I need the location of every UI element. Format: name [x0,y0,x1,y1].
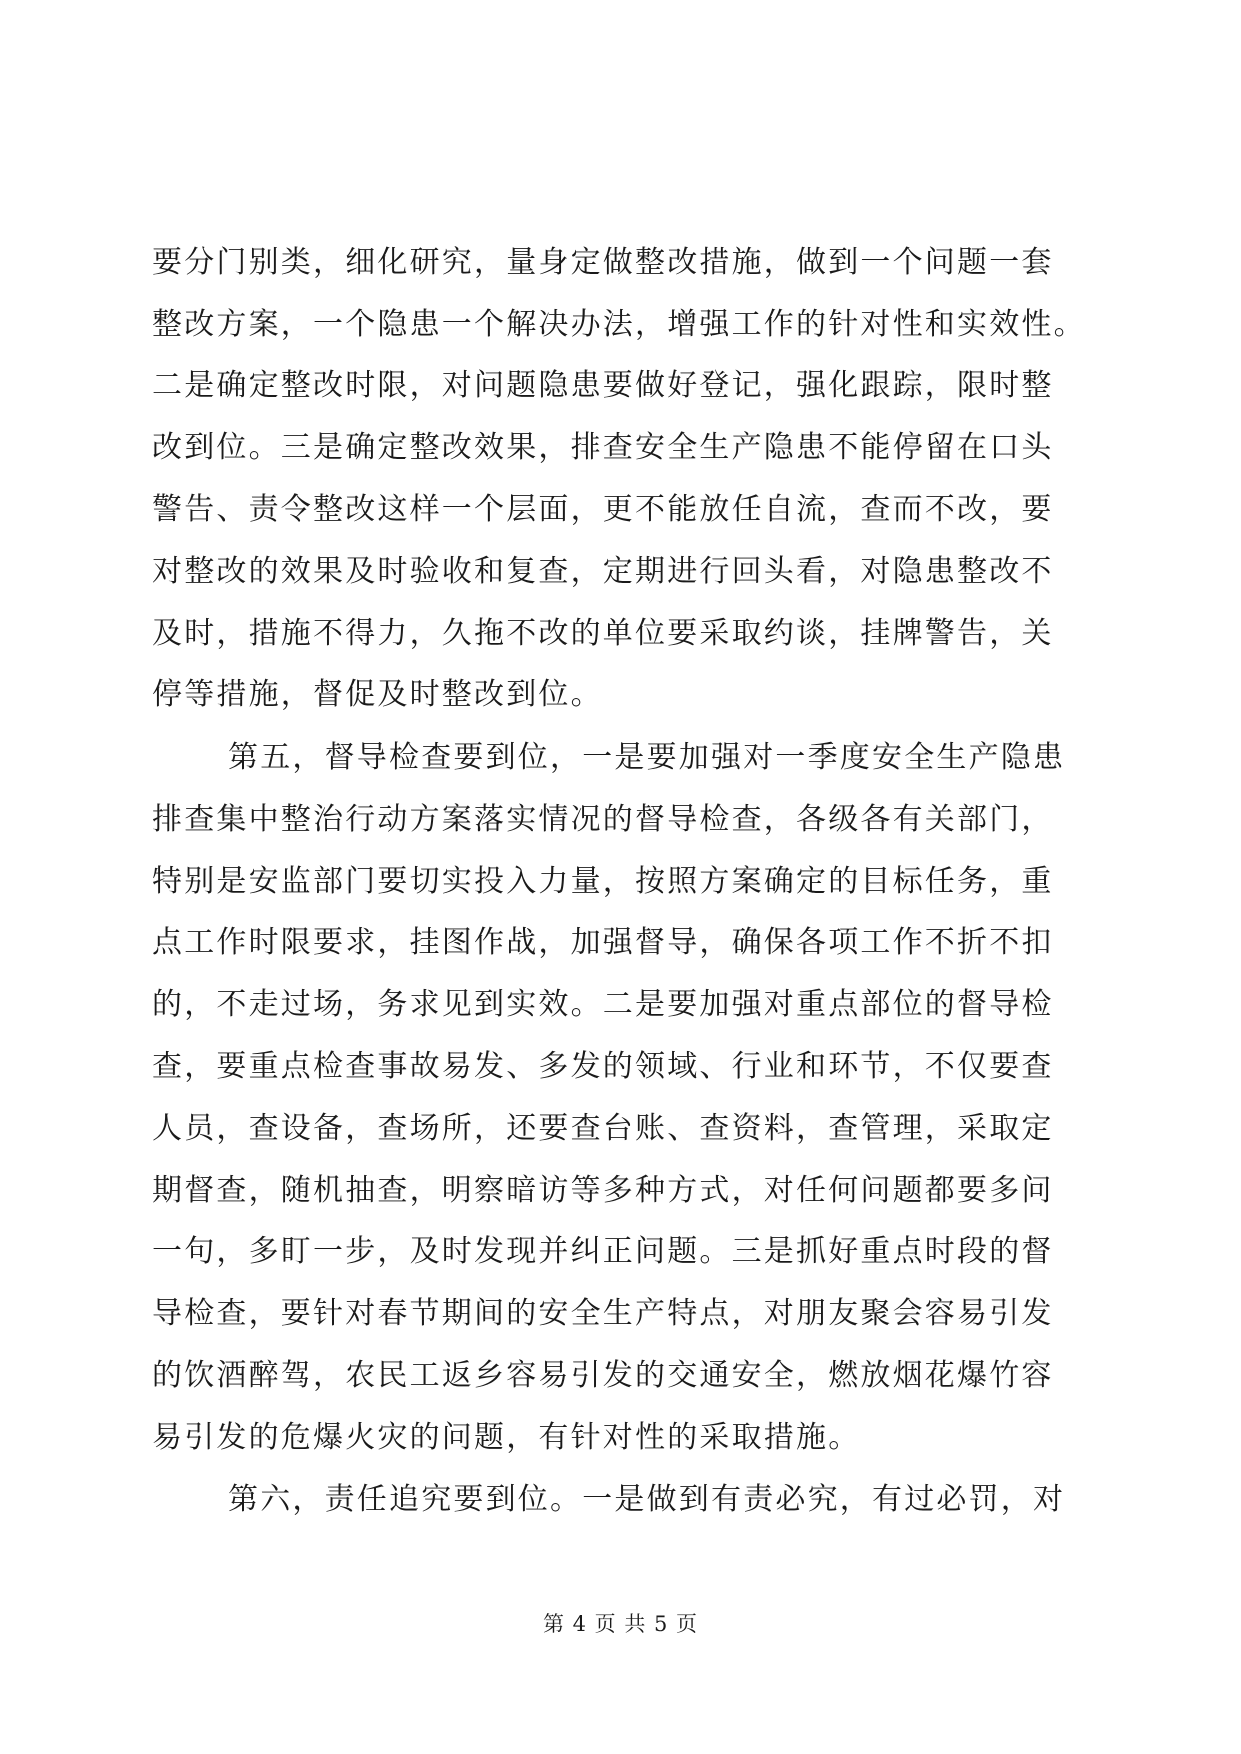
body-line: 特别是安监部门要切实投入力量，按照方案确定的目标任务，重 [152,864,1054,899]
body-line: 对整改的效果及时验收和复查，定期进行回头看，对隐患整改不 [152,554,1054,589]
page-footer: 第 4 页 共 5 页 [542,1612,699,1636]
body-line: 要分门别类，细化研究，量身定做整改措施，做到一个问题一套 [152,245,1054,280]
body-line: 排查集中整治行动方案落实情况的督导检查，各级各有关部门， [152,802,1054,837]
paragraph-start-line: 第五，督导检查要到位，一是要加强对一季度安全生产隐患 [228,740,1066,775]
body-line: 警告、责令整改这样一个层面，更不能放任自流，查而不改，要 [152,492,1054,527]
body-line: 整改方案，一个隐患一个解决办法，增强工作的针对性和实效性。 [152,307,1086,342]
body-line: 及时，措施不得力，久拖不改的单位要采取约谈，挂牌警告，关 [152,616,1054,651]
body-line: 期督查，随机抽查，明察暗访等多种方式，对任何问题都要多问 [152,1173,1054,1208]
body-line: 的，不走过场，务求见到实效。二是要加强对重点部位的督导检 [152,987,1054,1022]
body-line: 易引发的危爆火灾的问题，有针对性的采取措施。 [152,1420,861,1455]
body-line: 查，要重点检查事故易发、多发的领域、行业和环节，不仅要查 [152,1049,1054,1084]
body-line: 改到位。三是确定整改效果，排查安全生产隐患不能停留在口头 [152,430,1054,465]
body-line: 一句，多盯一步，及时发现并纠正问题。三是抓好重点时段的督 [152,1234,1054,1269]
body-line: 二是确定整改时限，对问题隐患要做好登记，强化跟踪，限时整 [152,368,1054,403]
paragraph-start-line: 第六，责任追究要到位。一是做到有责必究，有过必罚，对 [228,1482,1066,1517]
body-line: 人员，查设备，查场所，还要查台账、查资料，查管理，采取定 [152,1111,1054,1146]
body-line: 的饮酒醉驾，农民工返乡容易引发的交通安全，燃放烟花爆竹容 [152,1358,1054,1393]
body-line: 点工作时限要求，挂图作战，加强督导，确保各项工作不折不扣 [152,925,1054,960]
body-line: 导检查，要针对春节期间的安全生产特点，对朋友聚会容易引发 [152,1296,1054,1331]
body-line: 停等措施，督促及时整改到位。 [152,677,603,712]
